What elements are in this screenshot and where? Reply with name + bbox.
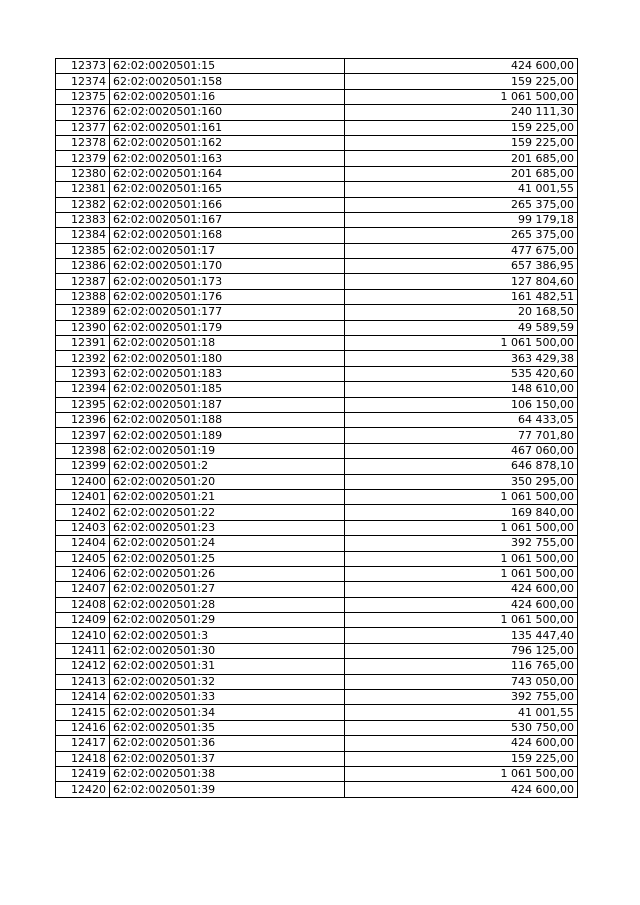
row-number: 12381 <box>56 182 110 197</box>
table-row <box>56 105 578 120</box>
cadastral-value: 1 061 500,00 <box>345 766 578 781</box>
row-number: 12382 <box>56 197 110 212</box>
row-number: 12378 <box>56 135 110 150</box>
table-row <box>56 597 578 612</box>
row-number: 12418 <box>56 751 110 766</box>
row-number: 12379 <box>56 151 110 166</box>
cadastral-value: 743 050,00 <box>345 674 578 689</box>
table-row <box>56 766 578 781</box>
table-row <box>56 212 578 227</box>
cadastral-number: 62:02:0020501:20 <box>110 474 345 489</box>
table-row <box>56 690 578 705</box>
cadastral-value: 99 179,18 <box>345 212 578 227</box>
cadastral-number: 62:02:0020501:31 <box>110 659 345 674</box>
table-row <box>56 151 578 166</box>
table-row <box>56 459 578 474</box>
cadastral-number: 62:02:0020501:180 <box>110 351 345 366</box>
table-row <box>56 520 578 535</box>
row-number: 12398 <box>56 443 110 458</box>
row-number: 12400 <box>56 474 110 489</box>
row-number: 12397 <box>56 428 110 443</box>
cadastral-value: 1 061 500,00 <box>345 613 578 628</box>
cadastral-value: 1 061 500,00 <box>345 520 578 535</box>
row-number: 12392 <box>56 351 110 366</box>
table-row <box>56 397 578 412</box>
table-row <box>56 551 578 566</box>
cadastral-number: 62:02:0020501:23 <box>110 520 345 535</box>
row-number: 12409 <box>56 613 110 628</box>
table-row <box>56 305 578 320</box>
table-row <box>56 259 578 274</box>
cadastral-value-table <box>55 58 578 798</box>
table-row <box>56 736 578 751</box>
cadastral-number: 62:02:0020501:168 <box>110 228 345 243</box>
cadastral-value: 424 600,00 <box>345 59 578 74</box>
row-number: 12415 <box>56 705 110 720</box>
cadastral-value: 41 001,55 <box>345 705 578 720</box>
cadastral-value: 265 375,00 <box>345 197 578 212</box>
cadastral-value: 106 150,00 <box>345 397 578 412</box>
table-row <box>56 643 578 658</box>
cadastral-value: 49 589,59 <box>345 320 578 335</box>
cadastral-value: 20 168,50 <box>345 305 578 320</box>
cadastral-value: 169 840,00 <box>345 505 578 520</box>
row-number: 12406 <box>56 566 110 581</box>
table-row <box>56 228 578 243</box>
row-number: 12395 <box>56 397 110 412</box>
cadastral-value: 424 600,00 <box>345 736 578 751</box>
cadastral-number: 62:02:0020501:34 <box>110 705 345 720</box>
row-number: 12419 <box>56 766 110 781</box>
row-number: 12405 <box>56 551 110 566</box>
cadastral-number: 62:02:0020501:27 <box>110 582 345 597</box>
row-number: 12404 <box>56 536 110 551</box>
cadastral-number: 62:02:0020501:164 <box>110 166 345 181</box>
table-body <box>56 59 578 798</box>
row-number: 12380 <box>56 166 110 181</box>
row-number: 12408 <box>56 597 110 612</box>
cadastral-number: 62:02:0020501:30 <box>110 643 345 658</box>
cadastral-number: 62:02:0020501:185 <box>110 382 345 397</box>
cadastral-value: 363 429,38 <box>345 351 578 366</box>
cadastral-number: 62:02:0020501:39 <box>110 782 345 797</box>
row-number: 12416 <box>56 720 110 735</box>
cadastral-number: 62:02:0020501:176 <box>110 289 345 304</box>
table-row <box>56 782 578 797</box>
row-number: 12413 <box>56 674 110 689</box>
table-row <box>56 74 578 89</box>
table-row <box>56 197 578 212</box>
cadastral-value: 477 675,00 <box>345 243 578 258</box>
row-number: 12389 <box>56 305 110 320</box>
table-row <box>56 705 578 720</box>
table-row <box>56 382 578 397</box>
row-number: 12403 <box>56 520 110 535</box>
cadastral-number: 62:02:0020501:15 <box>110 59 345 74</box>
row-number: 12412 <box>56 659 110 674</box>
cadastral-value: 148 610,00 <box>345 382 578 397</box>
row-number: 12396 <box>56 412 110 427</box>
row-number: 12390 <box>56 320 110 335</box>
cadastral-number: 62:02:0020501:3 <box>110 628 345 643</box>
cadastral-number: 62:02:0020501:187 <box>110 397 345 412</box>
table-row <box>56 182 578 197</box>
cadastral-value: 159 225,00 <box>345 120 578 135</box>
cadastral-value: 1 061 500,00 <box>345 89 578 104</box>
cadastral-number: 62:02:0020501:26 <box>110 566 345 581</box>
cadastral-number: 62:02:0020501:37 <box>110 751 345 766</box>
cadastral-value: 135 447,40 <box>345 628 578 643</box>
table-row <box>56 474 578 489</box>
cadastral-value: 159 225,00 <box>345 751 578 766</box>
cadastral-number: 62:02:0020501:163 <box>110 151 345 166</box>
row-number: 12417 <box>56 736 110 751</box>
cadastral-value: 350 295,00 <box>345 474 578 489</box>
table-row <box>56 628 578 643</box>
row-number: 12399 <box>56 459 110 474</box>
table-row <box>56 89 578 104</box>
row-number: 12388 <box>56 289 110 304</box>
cadastral-number: 62:02:0020501:2 <box>110 459 345 474</box>
table-row <box>56 166 578 181</box>
table-row <box>56 613 578 628</box>
cadastral-number: 62:02:0020501:29 <box>110 613 345 628</box>
table-row <box>56 120 578 135</box>
cadastral-value: 1 061 500,00 <box>345 489 578 504</box>
cadastral-value: 64 433,05 <box>345 412 578 427</box>
cadastral-number: 62:02:0020501:16 <box>110 89 345 104</box>
row-number: 12374 <box>56 74 110 89</box>
cadastral-value: 424 600,00 <box>345 782 578 797</box>
table-row <box>56 366 578 381</box>
cadastral-value: 1 061 500,00 <box>345 566 578 581</box>
row-number: 12393 <box>56 366 110 381</box>
cadastral-value: 116 765,00 <box>345 659 578 674</box>
cadastral-value: 657 386,95 <box>345 259 578 274</box>
cadastral-value: 424 600,00 <box>345 582 578 597</box>
cadastral-number: 62:02:0020501:166 <box>110 197 345 212</box>
cadastral-number: 62:02:0020501:177 <box>110 305 345 320</box>
table-row <box>56 428 578 443</box>
cadastral-value: 1 061 500,00 <box>345 551 578 566</box>
cadastral-value: 392 755,00 <box>345 690 578 705</box>
cadastral-number: 62:02:0020501:160 <box>110 105 345 120</box>
cadastral-value: 201 685,00 <box>345 166 578 181</box>
row-number: 12387 <box>56 274 110 289</box>
table-row <box>56 320 578 335</box>
cadastral-value: 127 804,60 <box>345 274 578 289</box>
cadastral-number: 62:02:0020501:33 <box>110 690 345 705</box>
cadastral-value: 77 701,80 <box>345 428 578 443</box>
table-row <box>56 443 578 458</box>
row-number: 12386 <box>56 259 110 274</box>
row-number: 12383 <box>56 212 110 227</box>
table-row <box>56 536 578 551</box>
cadastral-number: 62:02:0020501:24 <box>110 536 345 551</box>
row-number: 12402 <box>56 505 110 520</box>
cadastral-number: 62:02:0020501:162 <box>110 135 345 150</box>
cadastral-number: 62:02:0020501:18 <box>110 336 345 351</box>
cadastral-number: 62:02:0020501:28 <box>110 597 345 612</box>
cadastral-number: 62:02:0020501:38 <box>110 766 345 781</box>
table-row <box>56 243 578 258</box>
cadastral-number: 62:02:0020501:21 <box>110 489 345 504</box>
table-row <box>56 59 578 74</box>
row-number: 12410 <box>56 628 110 643</box>
cadastral-value: 240 111,30 <box>345 105 578 120</box>
cadastral-value: 159 225,00 <box>345 135 578 150</box>
cadastral-value: 467 060,00 <box>345 443 578 458</box>
row-number: 12373 <box>56 59 110 74</box>
cadastral-number: 62:02:0020501:161 <box>110 120 345 135</box>
cadastral-number: 62:02:0020501:25 <box>110 551 345 566</box>
cadastral-number: 62:02:0020501:158 <box>110 74 345 89</box>
cadastral-value: 1 061 500,00 <box>345 336 578 351</box>
cadastral-value: 424 600,00 <box>345 597 578 612</box>
cadastral-value: 41 001,55 <box>345 182 578 197</box>
cadastral-number: 62:02:0020501:32 <box>110 674 345 689</box>
row-number: 12391 <box>56 336 110 351</box>
cadastral-number: 62:02:0020501:35 <box>110 720 345 735</box>
table-row <box>56 674 578 689</box>
cadastral-number: 62:02:0020501:179 <box>110 320 345 335</box>
table-row <box>56 351 578 366</box>
cadastral-number: 62:02:0020501:17 <box>110 243 345 258</box>
row-number: 12411 <box>56 643 110 658</box>
cadastral-number: 62:02:0020501:19 <box>110 443 345 458</box>
table-row <box>56 289 578 304</box>
table-row <box>56 412 578 427</box>
cadastral-number: 62:02:0020501:22 <box>110 505 345 520</box>
cadastral-value: 535 420,60 <box>345 366 578 381</box>
table-row <box>56 720 578 735</box>
cadastral-value: 201 685,00 <box>345 151 578 166</box>
table-row <box>56 135 578 150</box>
table-row <box>56 505 578 520</box>
cadastral-number: 62:02:0020501:170 <box>110 259 345 274</box>
cadastral-number: 62:02:0020501:189 <box>110 428 345 443</box>
table-row <box>56 336 578 351</box>
cadastral-value: 159 225,00 <box>345 74 578 89</box>
row-number: 12384 <box>56 228 110 243</box>
table-row <box>56 566 578 581</box>
table-row <box>56 659 578 674</box>
cadastral-number: 62:02:0020501:167 <box>110 212 345 227</box>
table-row <box>56 582 578 597</box>
row-number: 12420 <box>56 782 110 797</box>
table-row <box>56 751 578 766</box>
cadastral-number: 62:02:0020501:165 <box>110 182 345 197</box>
cadastral-value: 796 125,00 <box>345 643 578 658</box>
row-number: 12394 <box>56 382 110 397</box>
row-number: 12376 <box>56 105 110 120</box>
cadastral-number: 62:02:0020501:183 <box>110 366 345 381</box>
row-number: 12385 <box>56 243 110 258</box>
cadastral-value: 392 755,00 <box>345 536 578 551</box>
row-number: 12407 <box>56 582 110 597</box>
row-number: 12375 <box>56 89 110 104</box>
row-number: 12377 <box>56 120 110 135</box>
row-number: 12401 <box>56 489 110 504</box>
cadastral-number: 62:02:0020501:36 <box>110 736 345 751</box>
row-number: 12414 <box>56 690 110 705</box>
table-row <box>56 489 578 504</box>
cadastral-value: 530 750,00 <box>345 720 578 735</box>
cadastral-value: 265 375,00 <box>345 228 578 243</box>
cadastral-number: 62:02:0020501:188 <box>110 412 345 427</box>
cadastral-value: 161 482,51 <box>345 289 578 304</box>
cadastral-number: 62:02:0020501:173 <box>110 274 345 289</box>
cadastral-value: 646 878,10 <box>345 459 578 474</box>
table-row <box>56 274 578 289</box>
